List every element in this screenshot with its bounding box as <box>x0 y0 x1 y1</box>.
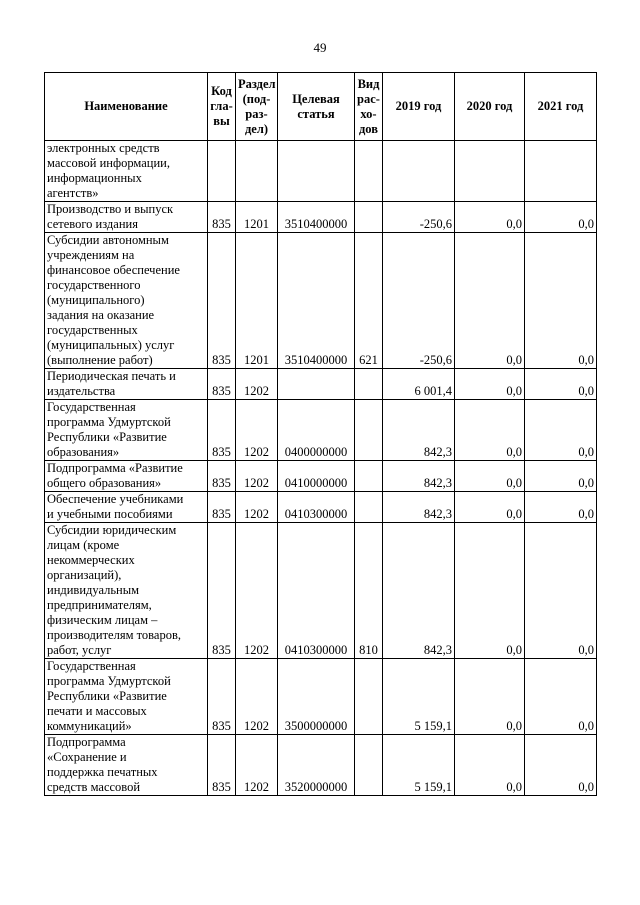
row-2019: 5 159,1 <box>383 659 455 735</box>
row-chapter: 835 <box>208 659 236 735</box>
table-row <box>45 400 597 461</box>
row-2020: 0,0 <box>455 492 525 523</box>
row-expense <box>355 492 383 523</box>
row-name: Периодическая печать и издательства <box>45 369 208 400</box>
table-row <box>45 202 597 233</box>
row-2021: 0,0 <box>525 492 597 523</box>
header-name: Наименование <box>45 73 208 141</box>
header-2019: 2019 год <box>383 73 455 141</box>
row-expense: 621 <box>355 233 383 369</box>
row-target: 3500000000 <box>278 659 355 735</box>
row-chapter: 835 <box>208 400 236 461</box>
row-target <box>278 141 355 202</box>
table-row <box>45 233 597 369</box>
table-row <box>45 461 597 492</box>
row-2019: 842,3 <box>383 400 455 461</box>
row-chapter: 835 <box>208 523 236 659</box>
row-2021 <box>525 141 597 202</box>
row-2019: -250,6 <box>383 202 455 233</box>
row-2020: 0,0 <box>455 400 525 461</box>
row-section: 1202 <box>236 369 278 400</box>
header-2021: 2021 год <box>525 73 597 141</box>
row-2021: 0,0 <box>525 735 597 796</box>
row-target: 3510400000 <box>278 202 355 233</box>
row-name: Субсидии юридическим лицам (кроме некоммерческих организаций), индивидуальным предпринимателям, физическим лицам – производителям товаров, работ, услуг <box>45 523 208 659</box>
row-target <box>278 369 355 400</box>
row-name: электронных средств массовой информации, информационных агентств» <box>45 141 208 202</box>
row-chapter: 835 <box>208 492 236 523</box>
row-2021: 0,0 <box>525 461 597 492</box>
row-2020: 0,0 <box>455 523 525 659</box>
header-row <box>45 73 597 141</box>
row-2020: 0,0 <box>455 202 525 233</box>
row-2021: 0,0 <box>525 523 597 659</box>
row-chapter: 835 <box>208 202 236 233</box>
row-2021: 0,0 <box>525 233 597 369</box>
row-expense: 810 <box>355 523 383 659</box>
row-chapter <box>208 141 236 202</box>
row-name: Производство и выпуск сетевого издания <box>45 202 208 233</box>
row-target: 0410300000 <box>278 492 355 523</box>
header-section: Раздел (под- раз- дел) <box>236 73 278 141</box>
row-target: 0400000000 <box>278 400 355 461</box>
row-2019: -250,6 <box>383 233 455 369</box>
row-section <box>236 141 278 202</box>
row-chapter: 835 <box>208 461 236 492</box>
row-section: 1202 <box>236 735 278 796</box>
row-name: Государственная программа Удмуртской Республики «Развитие печати и массовых коммуникаций» <box>45 659 208 735</box>
row-expense <box>355 461 383 492</box>
row-expense <box>355 400 383 461</box>
row-name: Обеспечение учебниками и учебными пособиями <box>45 492 208 523</box>
row-2019: 842,3 <box>383 523 455 659</box>
row-2020: 0,0 <box>455 369 525 400</box>
row-name: Подпрограмма «Сохранение и поддержка печатных средств массовой <box>45 735 208 796</box>
row-name: Государственная программа Удмуртской Республики «Развитие образования» <box>45 400 208 461</box>
row-chapter: 835 <box>208 369 236 400</box>
row-2020: 0,0 <box>455 735 525 796</box>
row-2019 <box>383 141 455 202</box>
row-2020: 0,0 <box>455 659 525 735</box>
row-2020: 0,0 <box>455 233 525 369</box>
row-2020 <box>455 141 525 202</box>
row-section: 1202 <box>236 523 278 659</box>
row-expense <box>355 735 383 796</box>
row-2020: 0,0 <box>455 461 525 492</box>
row-target: 3520000000 <box>278 735 355 796</box>
row-chapter: 835 <box>208 233 236 369</box>
header-2020: 2020 год <box>455 73 525 141</box>
row-section: 1201 <box>236 202 278 233</box>
table-row <box>45 523 597 659</box>
row-name: Подпрограмма «Развитие общего образования» <box>45 461 208 492</box>
budget-table <box>44 72 597 796</box>
header-expense: Вид рас- хо- дов <box>355 73 383 141</box>
row-2021: 0,0 <box>525 202 597 233</box>
row-section: 1202 <box>236 659 278 735</box>
row-chapter: 835 <box>208 735 236 796</box>
row-2019: 5 159,1 <box>383 735 455 796</box>
header-chapter: Код гла- вы <box>208 73 236 141</box>
row-2021: 0,0 <box>525 659 597 735</box>
table-row <box>45 141 597 202</box>
row-2019: 842,3 <box>383 492 455 523</box>
row-name: Субсидии автономным учреждениям на финансовое обеспечение государственного (муниципального) задания на оказание государственных (муниципальных) услуг (выполнение работ) <box>45 233 208 369</box>
table-row <box>45 659 597 735</box>
row-target: 0410000000 <box>278 461 355 492</box>
row-section: 1202 <box>236 492 278 523</box>
row-2021: 0,0 <box>525 400 597 461</box>
table-row <box>45 735 597 796</box>
row-expense <box>355 369 383 400</box>
row-2019: 6 001,4 <box>383 369 455 400</box>
row-2019: 842,3 <box>383 461 455 492</box>
row-section: 1201 <box>236 233 278 369</box>
page-number: 49 <box>313 40 327 55</box>
row-expense <box>355 659 383 735</box>
table-row <box>45 492 597 523</box>
table-row <box>45 369 597 400</box>
row-2021: 0,0 <box>525 369 597 400</box>
header-target: Целевая статья <box>278 73 355 141</box>
row-section: 1202 <box>236 461 278 492</box>
row-expense <box>355 202 383 233</box>
row-target: 0410300000 <box>278 523 355 659</box>
row-section: 1202 <box>236 400 278 461</box>
row-target: 3510400000 <box>278 233 355 369</box>
row-expense <box>355 141 383 202</box>
